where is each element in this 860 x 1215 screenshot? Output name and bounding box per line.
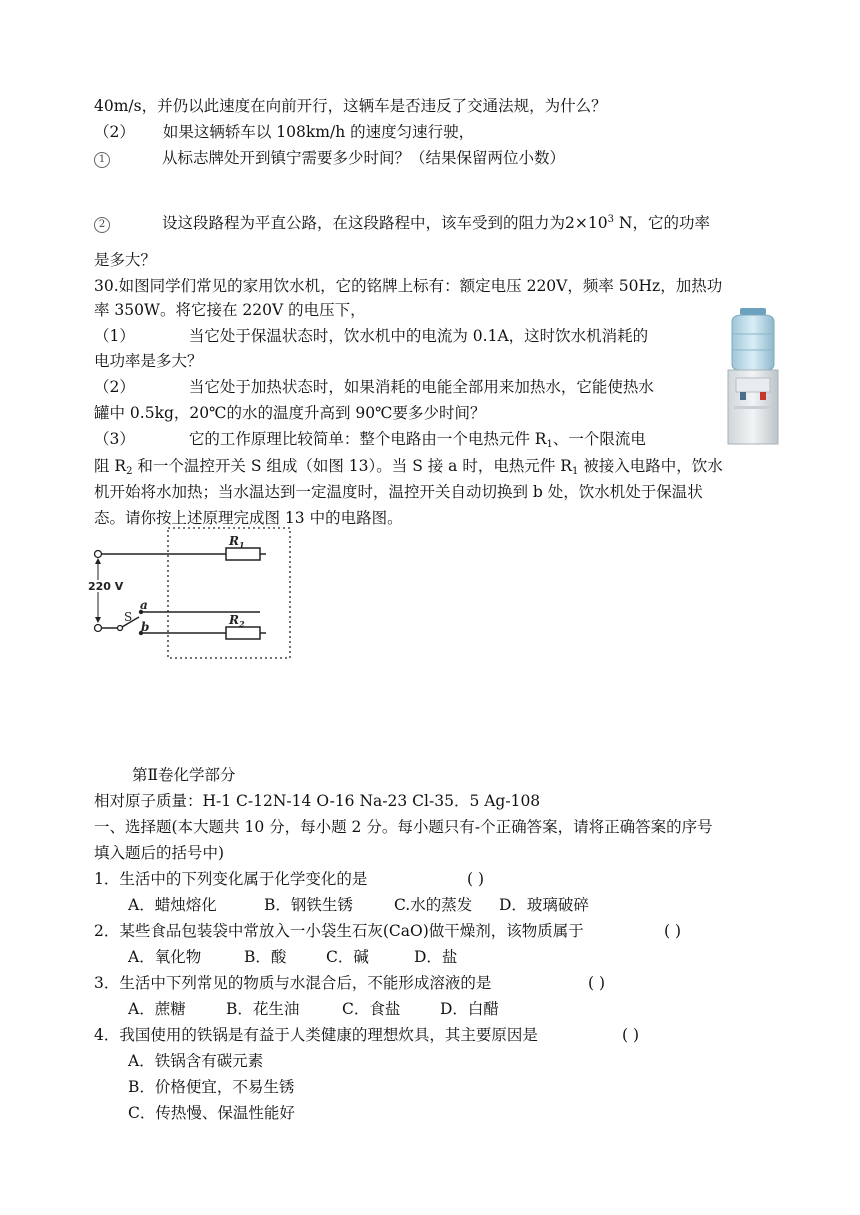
physics-line: 机开始将水加热；当水温达到一定温度时，温控开关自动切换到 b 处，饮水机处于保温状 bbox=[94, 483, 703, 501]
r1-label: $R_1$ bbox=[229, 534, 245, 550]
physics-line: 40m/s，并仍以此速度在向前开行，这辆车是否违反了交通法规，为什么？ bbox=[94, 97, 607, 115]
option: A．氧化物 bbox=[128, 948, 202, 966]
contact-a-label: a bbox=[140, 598, 148, 612]
option: D．白醋 bbox=[440, 1000, 499, 1018]
circuit-diagram bbox=[88, 524, 298, 664]
physics-line: 罐中 0.5kg，20℃的水的温度升高到 90℃要多少时间？ bbox=[94, 404, 486, 422]
sub-question-number: （2） bbox=[94, 378, 135, 396]
sub-question-number: （2） bbox=[94, 123, 135, 141]
sub-question-number: （1） bbox=[94, 327, 135, 345]
r2-label: $R_2$ bbox=[229, 613, 245, 629]
sub-question-3: （3） 它的工作原理比较简单：整个电路由一个电热元件 $R_1$、一个限流电 bbox=[94, 430, 646, 450]
sub-item-1 bbox=[94, 147, 565, 169]
sub-question-text: 如果这辆轿车以 108km/h 的速度匀速行驶， bbox=[162, 123, 475, 141]
option: C.水的蒸发 bbox=[394, 896, 473, 914]
water-dispenser-image bbox=[722, 306, 784, 446]
voltage-label: 220 V bbox=[88, 580, 124, 593]
physics-line: 是多大？ bbox=[94, 251, 157, 269]
option: B．酸 bbox=[244, 948, 287, 966]
force-value: $2\times 10^3$ N bbox=[565, 214, 633, 232]
option: A．铁锅含有碳元素 bbox=[128, 1052, 264, 1070]
sub-question-text: 它的工作原理比较简单：整个电路由一个电热元件 R bbox=[188, 430, 547, 448]
sub-question-text: 当它处于加热状态时，如果消耗的电能全部用来加热水，它能使热水 bbox=[188, 378, 654, 396]
atomic-masses: 相对原子质量：H-1 C-12N-14 O-16 Na-23 Cl-35．5 Ag-108 bbox=[94, 792, 541, 810]
answer-bracket: ( ) bbox=[622, 1026, 640, 1044]
option: B．花生油 bbox=[226, 1000, 300, 1018]
physics-line: 态。请你按上述原理完成图 13 中的电路图。 bbox=[94, 509, 403, 527]
question-stem: 1．生活中的下列变化属于化学变化的是 bbox=[94, 870, 368, 888]
question-stem: 4．我国使用的铁锅是有益于人类健康的理想炊具，其主要原因是 bbox=[94, 1026, 538, 1044]
contact-b-label: b bbox=[141, 620, 150, 634]
sub-item-text: 设这段路程为平直公路，在这段路程中，该车受到的阻力为 bbox=[162, 214, 566, 232]
option: D．盐 bbox=[414, 948, 458, 966]
sub-item-text: 从标志牌处开到镇宁需要多少时间？（结果保留两位小数） bbox=[162, 149, 566, 167]
option: D．玻璃破碎 bbox=[499, 896, 589, 914]
question-stem: 2．某些食品包装袋中常放入一小袋生石灰(CaO)做干燥剂，该物质属于 bbox=[94, 922, 584, 940]
section-instructions: 填入题后的括号中) bbox=[94, 844, 225, 862]
sub-question-2 bbox=[94, 121, 474, 143]
sub-question-text: 当它处于保温状态时，饮水机中的电流为 0.1A，这时饮水机消耗的 bbox=[188, 327, 649, 345]
option: C．传热慢、保温性能好 bbox=[128, 1104, 295, 1122]
option: A．蜡烛熔化 bbox=[128, 896, 217, 914]
sub-question-number: （3） bbox=[94, 430, 135, 448]
section-instructions: 一、选择题(本大题共 10 分，每小题 2 分。每小题只有-个正确答案，请将正确答案的序号 bbox=[94, 818, 713, 836]
question-stem: 3．生活中下列常见的物质与水混合后，不能形成溶液的是 bbox=[94, 974, 492, 992]
option: C．食盐 bbox=[342, 1000, 401, 1018]
answer-bracket: ( ) bbox=[467, 870, 485, 888]
question-30-line: 30.如图同学们常见的家用饮水机，它的铭牌上标有：额定电压 220V，频率 50Hz，加热功 bbox=[94, 277, 723, 295]
answer-bracket: ( ) bbox=[588, 974, 606, 992]
option: A．蔗糖 bbox=[128, 1000, 186, 1018]
sub-item-text-tail: ，它的功率 bbox=[632, 214, 710, 232]
option: B．价格便宜，不易生锈 bbox=[128, 1078, 295, 1096]
sub-question-1 bbox=[94, 325, 648, 347]
sub-item-2 bbox=[94, 212, 710, 234]
switch-label: S bbox=[124, 610, 133, 624]
option: B．钢铁生锈 bbox=[264, 896, 353, 914]
option: C．碱 bbox=[326, 948, 369, 966]
answer-bracket: ( ) bbox=[664, 922, 682, 940]
question-30-line: 率 350W。将它接在 220V 的电压下， bbox=[94, 301, 366, 319]
physics-line: 电功率是多大？ bbox=[94, 352, 203, 370]
physics-line: 阻 $R_2$ 和一个温控开关 S 组成（如图 13）。当 S 接 a 时，电热元件 $R_1$ 被接入电路中，饮水 bbox=[94, 457, 723, 477]
circled-number-1: 1 bbox=[94, 152, 110, 168]
circled-number-2: 2 bbox=[94, 217, 110, 233]
sub-question-2 bbox=[94, 376, 654, 398]
section-title: 第Ⅱ卷化学部分 bbox=[132, 766, 236, 784]
